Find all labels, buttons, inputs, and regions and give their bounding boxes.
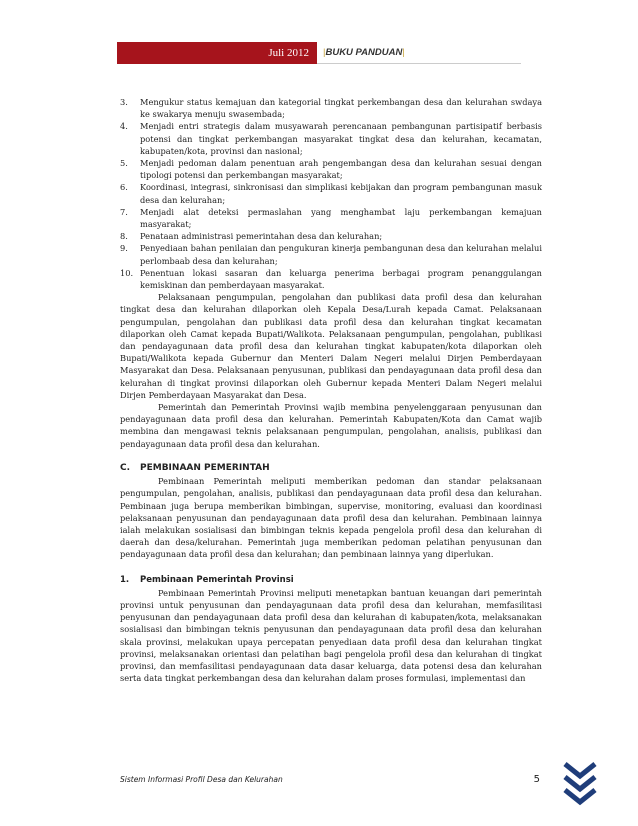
list-item: 3. Mengukur status kemajuan dan kategorial tingkat perkembangan desa dan kelurahan swdaya ke swakarya menuju swasembada; <box>120 97 542 120</box>
list-item: 9. Penyediaan bahan penilaian dan pengukuran kinerja pembangunan desa dan kelurahan melalui perlombaab desa dan kelurahan; <box>120 243 542 266</box>
list-item: 10. Penentuan lokasi sasaran dan keluarga penerima berbagai program penanggulangan kemiskinan dan pemberdayaan masyarakat. <box>120 267 542 291</box>
header-date: Juli 2012 <box>117 42 317 64</box>
paragraph-supervision: Pemerintah dan Pemerintah Provinsi wajib membina penyelenggaraan penyusunan dan pendayagunaan data profil desa dan kelurahan. Pemerintah Kabupaten/Kota dan Camat wajib membina dan mengawasi teknis pelaksanaan pengumpulan, pengolahan, analisis, publikasi dan pendayagunaan data profil desa dan kelurahan. <box>120 402 542 449</box>
page-footer <box>120 772 540 786</box>
header-guide-label: | BUKU PANDUAN | <box>317 42 521 64</box>
paragraph-subsection-1: Pembinaan Pemerintah Provinsi meliputi menetapkan bantuan keuangan dari pemerintah provinsi untuk penyusunan dan pendayagunaan data profil desa dan kelurahan, memfasilitasi penyusunan dan pendayagunaan data profil desa dan kelurahan di kabupaten/kota, melaksanakan sosialisasi dan bimbingan teknis penyusunan dan pendayagunaan data profil desa dan kelurahan skala provinsi, melakukan upaya percepatan penyediaan data profil desa dan kelurahan tingkat provinsi, melaksanakan orientasi dan pelatihan bagi pengelola profil desa dan kelurahan di tingkat provinsi, dan memfasilitasi pendayagunaan data dasar keluarga, data potensi desa dan kelurahan serta data tingkat perkembangan desa dan kelurahan dalam proses formulasi, implementasi dan <box>120 587 542 684</box>
list-item: 5. Menjadi pedoman dalam penentuan arah pengembangan desa dan kelurahan sesuai dengan tipologi potensi dan perkembangan masyarakat; <box>120 158 542 181</box>
footer-title: Sistem Informasi Profil Desa dan Kelurahan <box>120 774 283 784</box>
paragraph-section-c: Pembinaan Pemerintah meliputi memberikan pedoman dan standar pelaksanaan pengumpulan, pengolahan, analisis, publikasi dan pendayagunaan data profil desa dan kelurahan. Pembinaan juga berupa memberikan bimbingan, supervise, monitoring, evaluasi dan koordinasi pelaksanaan penyusunan dan pendayagunaan data profil desa dan kelurahan. Pembinaan lainnya ialah melakukan sosialisasi dan bimbingan teknis kepada pengelola profil desa dan kelurahan di daerah dan desa/kelurahan. Pemerintah juga memberikan pedoman pelatihan penyusunan dan pendayagunaan data profil desa dan kelurahan; dan pembinaan lainnya yang diperlukan. <box>120 476 542 560</box>
guide-label: BUKU PANDUAN <box>325 47 403 58</box>
chevron-down-icon <box>562 760 598 806</box>
list-item: 7. Menjadi alat deteksi permaslahan yang menghambat laju perkembangan kemajuan masyarakat; <box>120 206 542 230</box>
list-item: 8. Penataan administrasi pemerintahan desa dan kelurahan; <box>120 231 383 242</box>
paragraph-reporting: Pelaksanaan pengumpulan, pengolahan dan publikasi data profil desa dan kelurahan tingkat desa dan kelurahan dilaporkan oleh Kepala Desa/Lurah kepada Camat. Pelaksanaan pengumpulan, pengolahan dan publikasi data profil desa dan kelurahan tingkat kecamatan dilaporkan oleh Camat kepada Bupati/Walikota. Pelaksanaan pengumpulan, pengolahan, publikasi dan pendayagunaan data profil desa dan kelurahan tingkat kabupaten/kota dilaporkan oleh Bupati/Walikota kepada Gubernur dan Menteri Dalam Negeri melalui Dirjen Pemberdayaan Masyarakat dan Desa. Pelaksanaan penyusunan, publikasi dan pendayagunaan data profil desa dan kelurahan di tingkat provinsi dilaporkan oleh Gubernur kepada Menteri Dalam Negeri melalui Dirjen Pemberdayaan Masyarakat dan Desa. <box>120 292 542 400</box>
subsection-heading: 1. Pembinaan Pemerintah Provinsi <box>120 574 294 585</box>
page-number: 5 <box>533 773 540 785</box>
page-body <box>120 96 542 684</box>
list-item: 6. Koordinasi, integrasi, sinkronisasi dan simplikasi kebijakan dan program pembangunan masuk desa dan kelurahan; <box>120 182 542 205</box>
list-item: 4. Menjadi entri strategis dalam musyawarah perencanaan pembangunan partisipatif berbasis potensi dan tingkat perkembangan masyarakat tingkat desa dan kelurahan, kecamatan, kabupaten/kota, provinsi dan nasional; <box>120 121 542 156</box>
page-header <box>117 42 521 64</box>
section-heading: C. PEMBINAAN PEMERINTAH <box>120 462 270 473</box>
numbered-list <box>120 96 542 291</box>
